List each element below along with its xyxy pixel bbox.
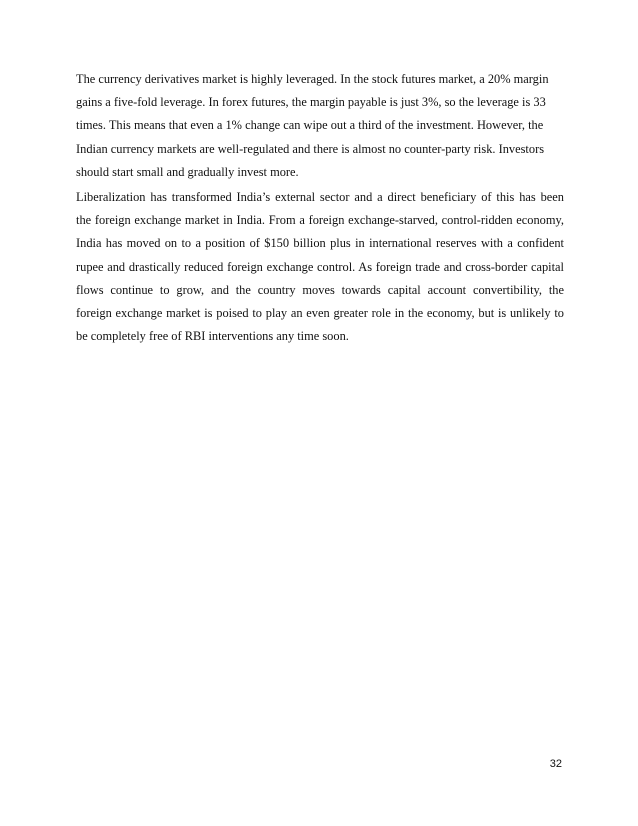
page-number: 32: [549, 758, 562, 770]
text-line: foreign exchange market is poised to play an even greater role in the economy, but is unlikely to: [76, 305, 564, 320]
text-line: rupee and drastically reduced foreign exchange control. As foreign trade and cross-border capital: [76, 259, 564, 274]
text-line: be completely free of RBI interventions any time soon.: [76, 329, 349, 344]
text-line: times. This means that even a 1% change can wipe out a third of the investment. However, the: [76, 118, 544, 133]
text-line: should start small and gradually invest more.: [76, 164, 299, 179]
text-line: The currency derivatives market is highly leveraged. In the stock futures market, a 20% margin: [76, 72, 549, 86]
paragraph-liberalization: [76, 186, 564, 348]
text-line: gains a five-fold leverage. In forex futures, the margin payable is just 3%, so the leverage is 33: [76, 95, 546, 110]
text-line: the foreign exchange market in India. From a foreign exchange-starved, control-ridden economy,: [76, 213, 564, 228]
text-line: Indian currency markets are well-regulated and there is almost no counter-party risk. Investors: [76, 141, 545, 156]
paragraph-currency-derivatives: [76, 68, 564, 184]
text-line: flows continue to grow, and the country moves towards capital account convertibility, the: [76, 282, 564, 297]
text-line: India has moved on to a position of $150 billion plus in international reserves with a confident: [76, 236, 564, 251]
text-line: Liberalization has transformed India’s external sector and a direct beneficiary of this has been: [76, 190, 564, 204]
